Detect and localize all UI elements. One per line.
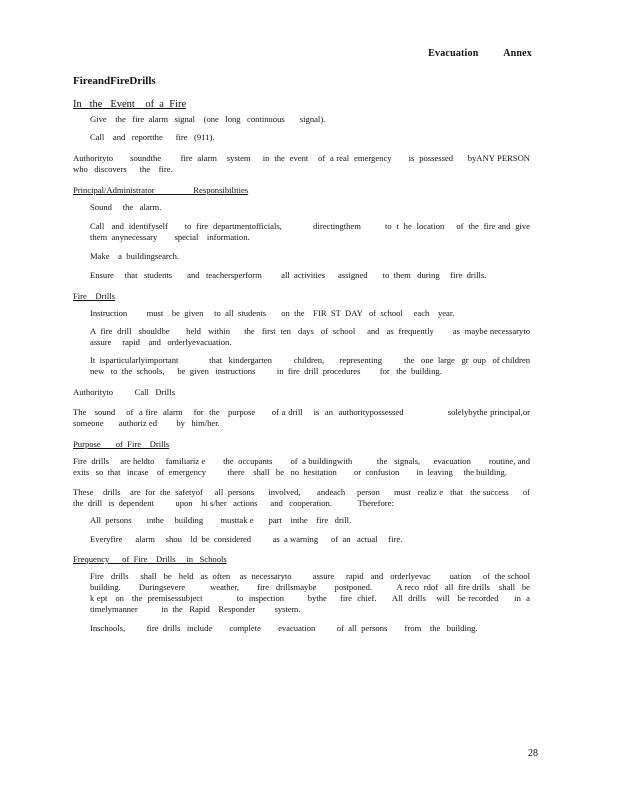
section-heading-fire-drills: Fire Drills xyxy=(73,291,116,301)
header-left: Evacuation xyxy=(428,48,479,59)
list-item xyxy=(73,515,530,526)
list-item-text: Everyfire alarm shou ld be considered as a warning of an actual fire. xyxy=(90,534,403,544)
list-item xyxy=(73,571,541,615)
bullet-icon xyxy=(73,571,90,615)
bullet-icon xyxy=(73,132,90,143)
bullet-icon xyxy=(73,114,90,125)
bullet-icon xyxy=(73,326,90,348)
list-item xyxy=(73,132,530,143)
bullet-icon xyxy=(73,221,90,243)
list-item-text: Call and reportthe fire (911). xyxy=(90,132,215,142)
paragraph: Fire drills are heldto familiariz e the occupants of a buildingwith the signals, evacuation routine, and exits so that incase of emergency there shall be no hesitation or confusion in leaving the building. xyxy=(73,456,537,477)
section-heading-purpose: Purpose of Fire Drills xyxy=(73,439,170,449)
bullet-icon xyxy=(73,270,90,281)
bullet-icon xyxy=(73,251,90,262)
header-right: Annex xyxy=(503,48,532,59)
page-number: 28 xyxy=(528,748,538,759)
paragraph: Authorityto soundthe fire alarm system in the event of a real emergency is possessed byANY PERSON who discovers the fire. xyxy=(73,153,543,174)
bullet-icon xyxy=(73,534,90,545)
bullet-icon xyxy=(73,515,90,526)
list-item-text: Inschools, fire drills include complete evacuation of all persons from the building. xyxy=(90,623,478,633)
paragraph: The sound of a fire alarm for the purpose of a drill is an authoritypossessed solelybythe principal,or someone authoriz ed by him/her. xyxy=(73,407,550,428)
list-item xyxy=(73,355,541,377)
bullet-icon xyxy=(73,308,90,319)
list-item-text: Make a buildingsearch. xyxy=(90,251,180,261)
section-heading-event: In the Event of a Fire xyxy=(73,99,187,110)
list-item xyxy=(73,202,530,213)
list-item-text: Instruction must be given to all students on the FIR ST DAY of school each year. xyxy=(90,308,455,318)
section-heading-principal: Principal/Administrator Responsibilities xyxy=(73,185,249,195)
section-heading-authority: Authorityto Call Drills xyxy=(73,387,175,397)
list-item-text: Sound the alarm. xyxy=(90,202,162,212)
list-item-text: A fire drill shouldbe held within the first ten days of school and as frequently as maybe necessaryto assure rapid and orderlyevacuation. xyxy=(90,326,548,347)
list-item-text: It isparticularlyimportant that kindergarten children, representing the one large gr oup of children new to the schools, be given instructions in fire drill procedures for the building. xyxy=(90,355,541,376)
list-item xyxy=(73,623,530,634)
document-body xyxy=(73,99,550,634)
list-item xyxy=(73,308,530,319)
running-header xyxy=(428,48,532,59)
paragraph: These drills are for the safetyof all persons involved, andeach person must realiz e that the success of the drill is dependent upon hi s/her actions and cooperation. Therefore: xyxy=(73,487,535,508)
list-item xyxy=(73,270,530,281)
list-item-text: Fire drills shall be held as often as necessaryto assure rapid and orderlyevac uation of the school building. Duringsevere weather, fire drillsmaybe postponed. A reco rdof all fire drills shall be k ept on the premisessubject to inspection bythe fire chief. All drills will be recorded in a timelymanner in the Rapid Responder system. xyxy=(90,571,541,614)
section-heading-frequency: Frequency of Fire Drills in Schools xyxy=(73,554,227,564)
list-item xyxy=(73,534,530,545)
list-item-text: Give the fire alarm signal (one long continuous signal). xyxy=(90,114,326,124)
document-title: FireandFireDrills xyxy=(73,75,156,87)
list-item-text: All persons inthe building musttak e part inthe fire drill. xyxy=(90,515,352,525)
list-item-text: Call and identifyself to fire departmentofficials, directingthem to t he location of the fire and give them anynecessary special information. xyxy=(90,221,535,242)
list-item xyxy=(73,221,535,243)
bullet-icon xyxy=(73,202,90,213)
bullet-icon xyxy=(73,355,90,377)
list-item xyxy=(73,251,530,262)
list-item xyxy=(73,326,548,348)
list-item xyxy=(73,114,530,125)
bullet-icon xyxy=(73,623,90,634)
list-item-text: Ensure that students and teachersperform all activities assigned to them during fire drills. xyxy=(90,270,487,280)
